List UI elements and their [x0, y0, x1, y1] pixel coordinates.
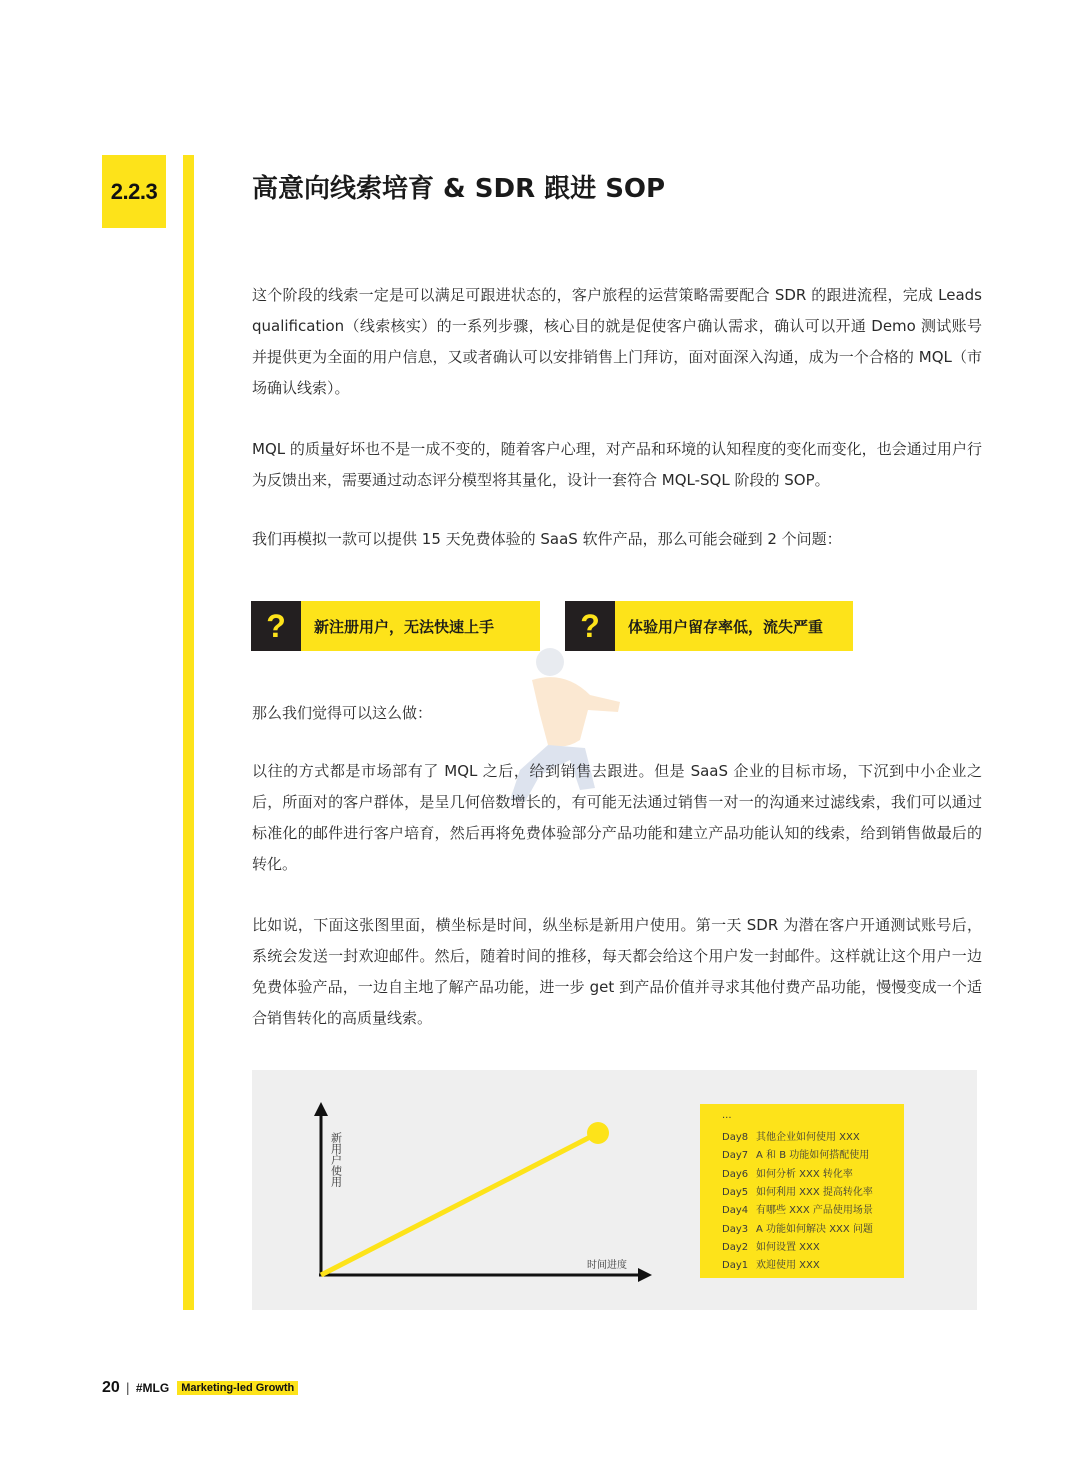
legend-item	[722, 1146, 869, 1161]
problem-text: 新注册用户，无法快速上手	[314, 617, 495, 636]
footer-hashtag: #MLG	[135, 1381, 170, 1395]
footer-series-name: Marketing-led Growth	[177, 1381, 298, 1395]
legend-text: A 和 B 功能如何搭配使用	[756, 1150, 870, 1162]
paragraph-4: 那么我们觉得可以这么做：	[252, 704, 433, 722]
paragraph-5: 以往的方式都是市场部有了 MQL 之后，给到销售去跟进。但是 SaaS 企业的目标市场，下沉到中小企业之后，所面对的客户群体，是呈几何倍数增长的，有可能无法通过销售一对一的沟通来过滤线索，我们可以通过标准化的邮件进行客户培育，然后再将免费体验部分产品功能和建立产品功能认知的线索，给到销售做最后的转化。	[252, 762, 982, 873]
legend-day: Day7	[722, 1150, 749, 1162]
legend-item	[722, 1238, 820, 1253]
email-nurture-chart	[252, 1070, 977, 1310]
legend-item	[722, 1128, 860, 1143]
paragraph-3: 我们再模拟一款可以提供 15 天免费体验的 SaaS 软件产品，那么可能会碰到 2 个问题：	[252, 530, 842, 548]
legend-ellipsis: ...	[722, 1110, 732, 1121]
legend-day: Day3	[722, 1223, 749, 1235]
legend-day: Day5	[722, 1186, 749, 1198]
paragraph-1: 这个阶段的线索一定是可以满足可跟进状态的，客户旅程的运营策略需要配合 SDR 的跟进流程，完成 Leads qualification（线索核实）的一系列步骤，核心目的就是促使客户确认需求，确认可以开通 Demo 测试账号并提供更为全面的用户信息，又或者确认可以安排销售上门拜访，面对面深入沟通，成为一个合格的 MQL（市场确认线索）。	[252, 286, 982, 397]
section-number: 2.2.3	[102, 155, 166, 228]
question-mark-icon: ?	[251, 601, 301, 651]
section-accent-bar	[183, 155, 194, 1310]
legend-text: 欢迎使用 XXX	[756, 1260, 820, 1272]
legend-item	[722, 1220, 873, 1235]
legend-item	[722, 1256, 820, 1271]
legend-text: 如何分析 XXX 转化率	[756, 1168, 853, 1180]
section-title: 高意向线索培育 & SDR 跟进 SOP	[252, 174, 666, 204]
page-number: 20	[102, 1379, 120, 1396]
legend-text: 有哪些 XXX 产品使用场景	[756, 1205, 873, 1217]
footer-separator: |	[125, 1381, 130, 1395]
legend-text: 如何设置 XXX	[756, 1241, 820, 1253]
legend-text: 如何利用 XXX 提高转化率	[756, 1186, 873, 1198]
paragraph-6: 比如说，下面这张图里面，横坐标是时间，纵坐标是新用户使用。第一天 SDR 为潜在客户开通测试账号后，系统会发送一封欢迎邮件。然后，随着时间的推移，每天都会给这个用户发一封邮件。这样就让这个用户一边免费体验产品，一边自主地了解产品功能，进一步 get 到产品价值并寻求其他付费产品功能，慢慢变成一个适合销售转化的高质量线索。	[252, 916, 982, 1027]
legend-text: A 功能如何解决 XXX 问题	[756, 1223, 873, 1235]
page-footer	[102, 1379, 298, 1397]
series-end-point	[587, 1122, 609, 1144]
legend-day: Day6	[722, 1168, 749, 1180]
legend-day: Day2	[722, 1241, 749, 1253]
legend-day: Day8	[722, 1132, 749, 1143]
x-axis-label: 时间进度	[587, 1260, 627, 1271]
y-axis-arrow-icon	[314, 1102, 328, 1116]
problem-text: 体验用户留存率低，流失严重	[628, 617, 824, 636]
email-schedule-legend	[700, 1104, 904, 1278]
y-axis-label: 新用户使用	[329, 1132, 343, 1187]
legend-day: Day1	[722, 1260, 749, 1272]
legend-item	[722, 1183, 873, 1198]
x-axis-arrow-icon	[638, 1268, 652, 1282]
legend-text: 其他企业如何使用 XXX	[756, 1132, 860, 1143]
paragraph-2: MQL 的质量好坏也不是一成不变的，随着客户心理，对产品和环境的认知程度的变化而变化，也会通过用户行为反馈出来，需要通过动态评分模型将其量化，设计一套符合 MQL-SQL 阶段的 SOP。	[252, 440, 982, 489]
question-mark-icon: ?	[565, 601, 615, 651]
legend-item	[722, 1165, 853, 1180]
legend-day: Day4	[722, 1205, 749, 1217]
legend-item	[722, 1201, 873, 1216]
series-line	[321, 1133, 598, 1275]
